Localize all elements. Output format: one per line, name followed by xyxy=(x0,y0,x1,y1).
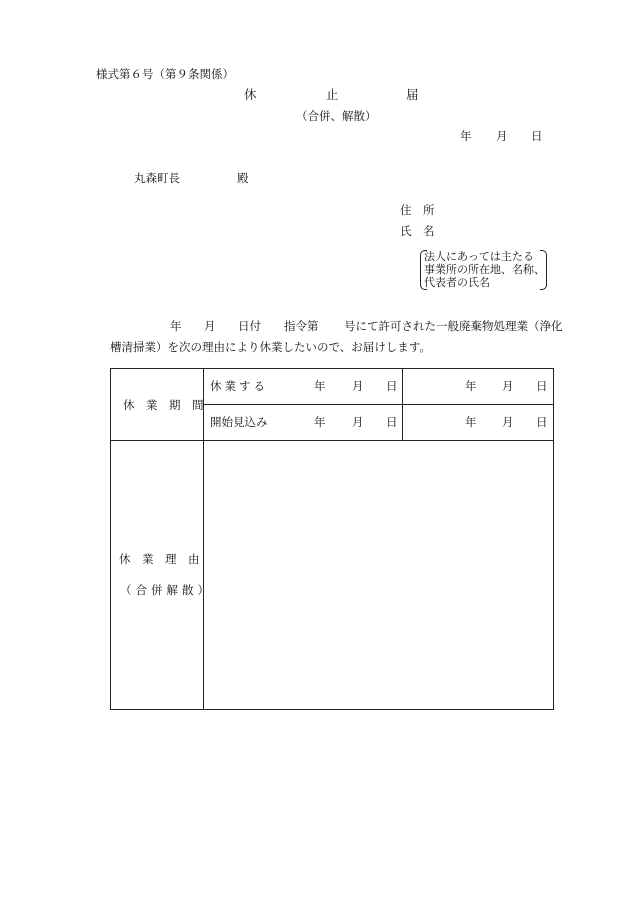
date-month: 月 xyxy=(496,129,508,143)
period-label: 休 業 期 間 xyxy=(123,398,204,412)
period-label-cell xyxy=(111,369,204,441)
reason-input-area[interactable] xyxy=(204,441,554,710)
reason-sub-label: （合併解散） xyxy=(120,583,213,597)
row1-month-a: 月 xyxy=(352,379,364,393)
body-order-no: 指令第 xyxy=(284,319,319,333)
reason-label: 休 業 理 由 xyxy=(119,552,200,566)
row1-day-b: 日 xyxy=(536,379,548,393)
expected-start-cell[interactable] xyxy=(204,405,403,441)
date-day: 日 xyxy=(531,129,543,143)
row2-label: 開始見込み xyxy=(210,415,268,429)
row1-year-b: 年 xyxy=(465,379,477,393)
body-line2: 槽清掃業）を次の理由により休業したいので、お届けします。 xyxy=(110,340,431,354)
table-row xyxy=(111,369,554,405)
row1-year-a: 年 xyxy=(314,379,326,393)
table-row xyxy=(111,441,554,710)
name-label: 氏 名 xyxy=(400,224,435,238)
reason-label-cell xyxy=(111,441,213,710)
corp-note-line-3: 代表者の氏名 xyxy=(424,276,490,289)
body-month: 月 xyxy=(204,319,216,333)
addressee-name: 丸森町長 xyxy=(134,171,180,185)
addressee-honorific: 殿 xyxy=(237,171,249,185)
body-day-suffix: 日付 xyxy=(238,319,261,333)
row2-day-a: 日 xyxy=(386,415,398,429)
form-number: 様式第６号（第９条関係） xyxy=(96,67,234,81)
row1-label: 休業する xyxy=(210,379,268,393)
row1-month-b: 月 xyxy=(502,379,514,393)
title-char-1: 休 xyxy=(244,87,257,102)
suspension-table xyxy=(110,368,554,710)
subtitle: （合併、解散） xyxy=(296,109,377,123)
title-char-3: 届 xyxy=(406,87,419,102)
period-start-cell[interactable] xyxy=(204,369,403,405)
row2-month-b: 月 xyxy=(502,415,514,429)
corp-note-line-1: 法人にあっては主たる xyxy=(424,250,534,263)
row2-year-b: 年 xyxy=(465,415,477,429)
body-year: 年 xyxy=(170,319,182,333)
corp-note-line-2: 事業所の所在地、名称、 xyxy=(424,263,545,276)
row2-month-a: 月 xyxy=(352,415,364,429)
title-char-2: 止 xyxy=(326,87,339,102)
date-year: 年 xyxy=(460,129,472,143)
row2-day-b: 日 xyxy=(536,415,548,429)
period-end-cell[interactable] xyxy=(403,369,554,405)
expected-end-cell[interactable] xyxy=(403,405,554,441)
body-line1-rest: 号にて許可された一般廃棄物処理業（浄化 xyxy=(344,319,563,333)
row2-year-a: 年 xyxy=(314,415,326,429)
address-label: 住 所 xyxy=(400,203,435,217)
row1-day-a: 日 xyxy=(386,379,398,393)
